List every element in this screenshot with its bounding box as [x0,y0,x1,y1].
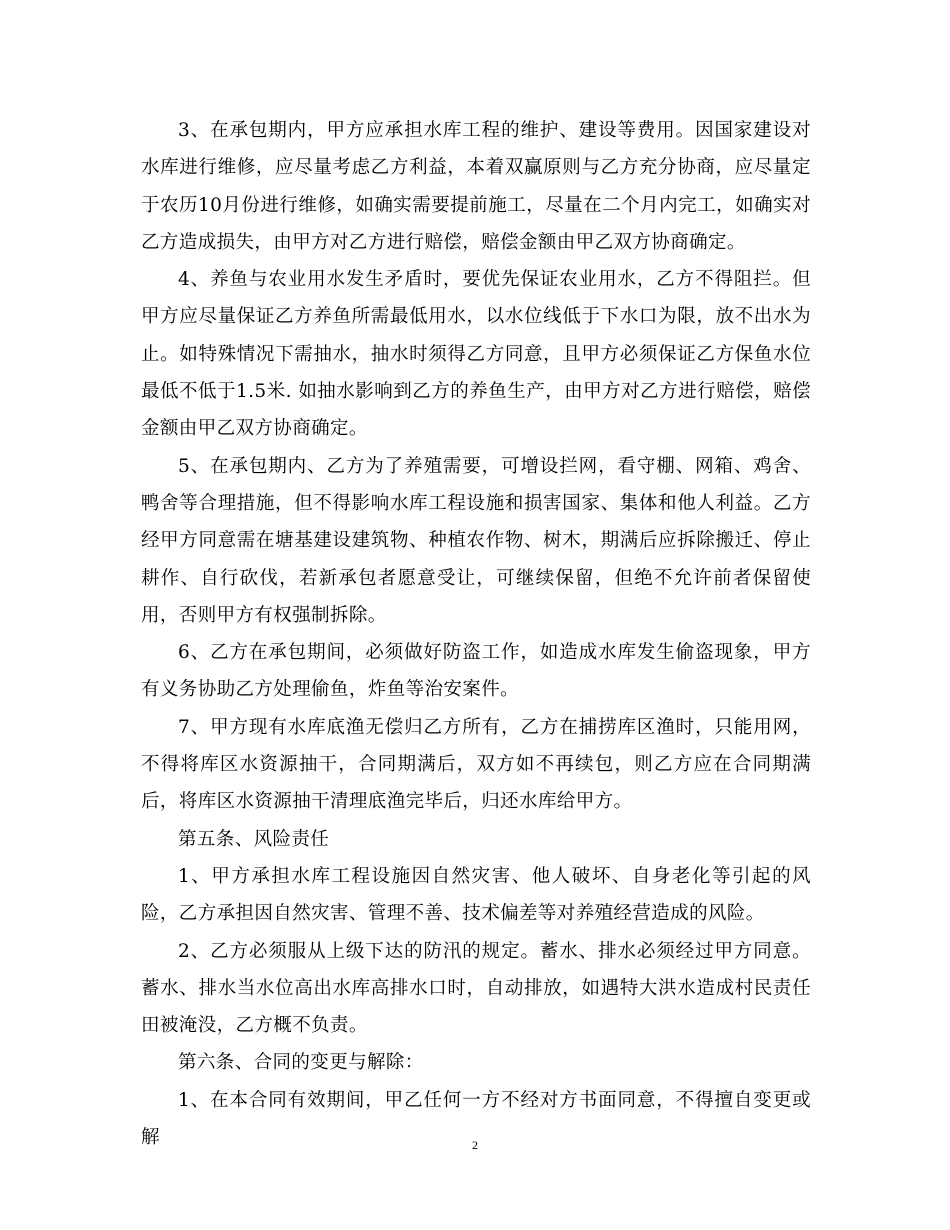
paragraph: 1、甲方承担水库工程设施因自然灾害、他人破坏、自身老化等引起的风险，乙方承担因自然灾害、管理不善、技术偏差等对养殖经营造成的风险。 [141,865,811,925]
paragraph: 2、乙方必须服从上级下达的防汛的规定。蓄水、排水必须经过甲方同意。蓄水、排水当水位高出水库高排水口时，自动排放，如遇特大洪水造成村民责任田被淹没，乙方概不负责。 [141,940,811,1037]
section-heading: 第五条、风险责任 [178,828,330,850]
page-number: 2 [472,1138,478,1152]
paragraph: 7、甲方现有水库底渔无偿归乙方所有，乙方在捕捞库区渔时，只能用网，不得将库区水资源抽干，合同期满后，双方如不再续包，则乙方应在合同期满后，将库区水资源抽干清理底渔完毕后，归还水库给甲方。 [141,716,811,813]
paragraph: 6、乙方在承包期间，必须做好防盗工作，如造成水库发生偷盗现象，甲方有义务协助乙方处理偷鱼，炸鱼等治安案件。 [141,642,811,701]
paragraph: 4、养鱼与农业用水发生矛盾时，要优先保证农业用水，乙方不得阻拦。但甲方应尽量保证乙方养鱼所需最低用水，以水位线低于下水口为限，放不出水为止。如特殊情况下需抽水，抽水时须得乙方同意，且甲方必须保证乙方保鱼水位最低不低于1.5米. 如抽水影响到乙方的养鱼生产，由甲方对乙方进行赔偿，赔偿金额由甲乙双方协商确定。 [141,269,811,440]
document-body [141,112,811,1156]
section-heading: 第六条、合同的变更与解除： [178,1052,424,1074]
paragraph: 3、在承包期内，甲方应承担水库工程的维护、建设等费用。因国家建设对水库进行维修，应尽量考虑乙方利益，本着双赢原则与乙方充分协商，应尽量定于农历10月份进行维修，如确实需要提前施工，尽量在二个月内完工，如确实对乙方造成损失，由甲方对乙方进行赔偿，赔偿金额由甲乙双方协商确定。 [141,120,811,253]
paragraph: 5、在承包期内、乙方为了养殖需要，可增设拦网，看守棚、网箱、鸡舍、鸭舍等合理措施，但不得影响水库工程设施和损害国家、集体和他人利益。乙方经甲方同意需在塘基建设建筑物、种植农作物、树木，期满后应拆除搬迁、停止耕作、自行砍伐，若新承包者愿意受让，可继续保留，但绝不允许前者保留使用，否则甲方有权强制拆除。 [141,455,811,626]
paragraph: 1、在本合同有效期间，甲乙任何一方不经对方书面同意，不得擅自变更或解 [141,1089,811,1149]
